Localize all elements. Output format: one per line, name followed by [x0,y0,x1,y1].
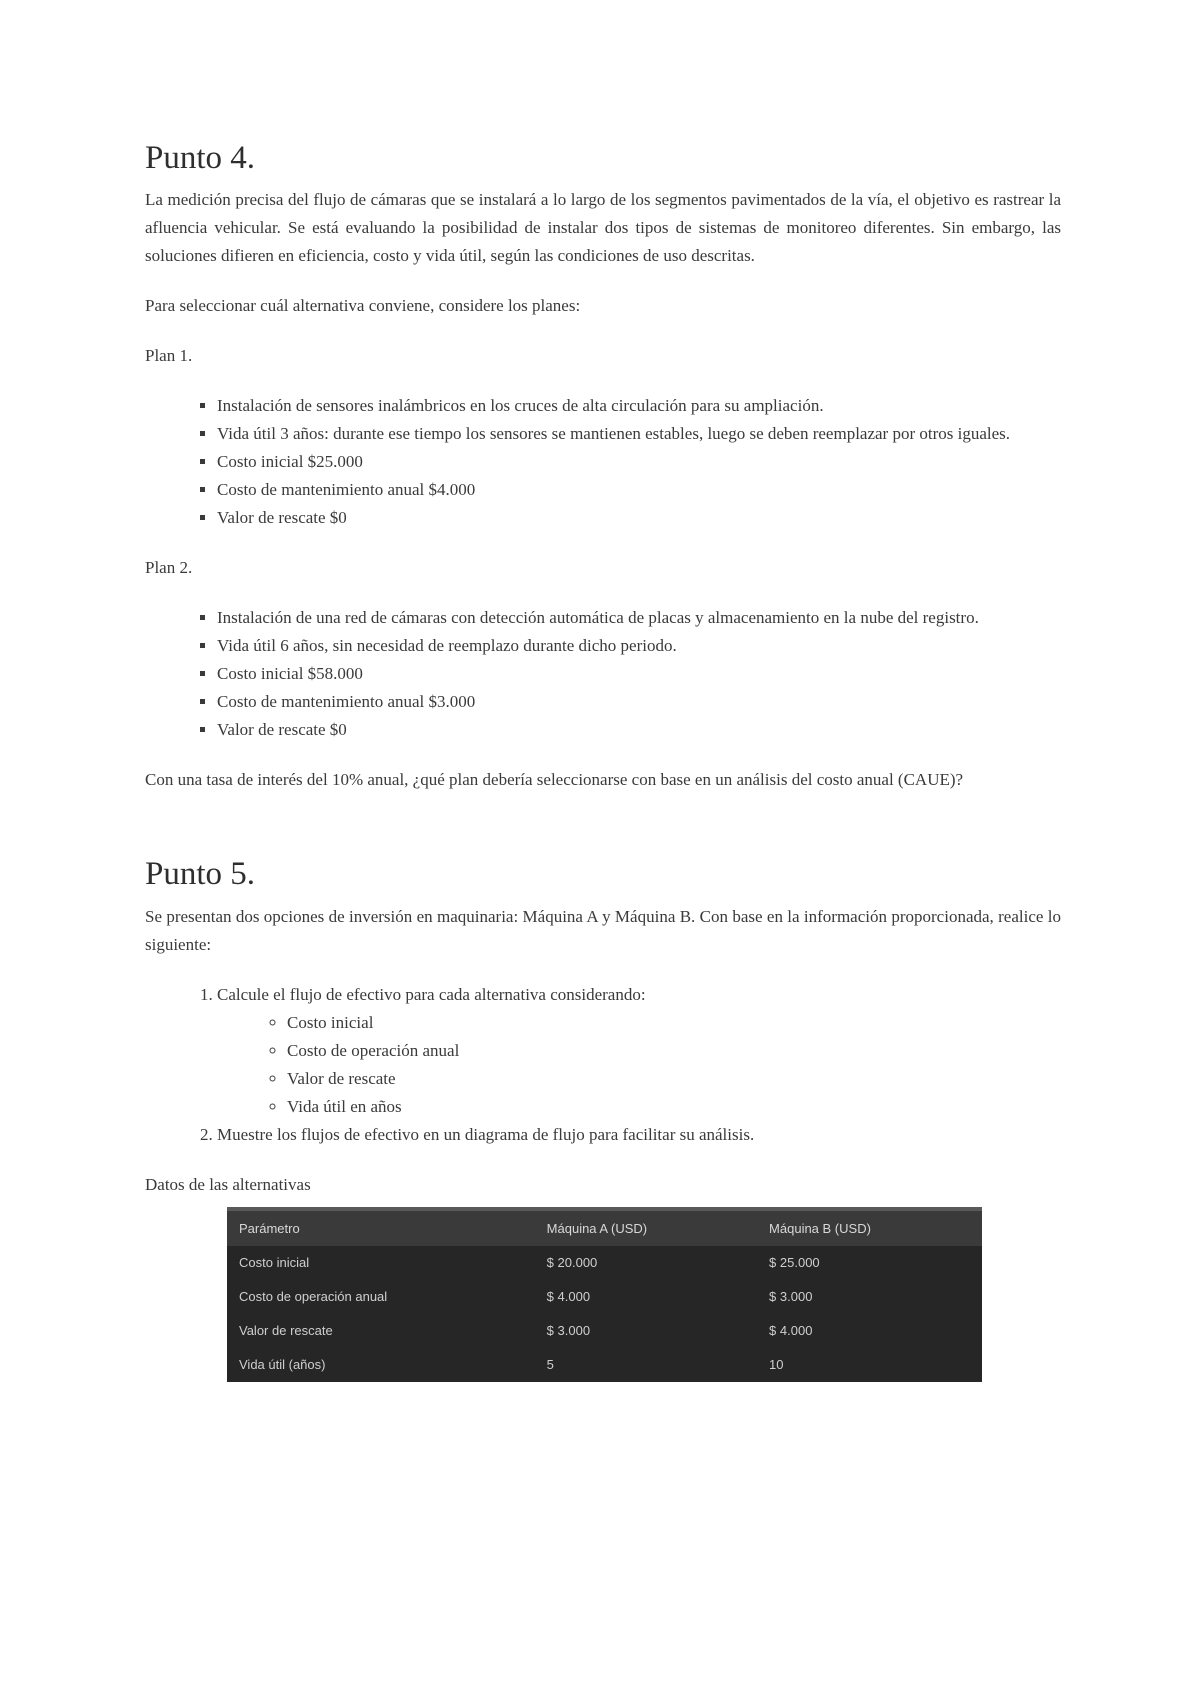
table-row [227,1348,982,1382]
step-item [217,1121,1061,1149]
table-row [227,1246,982,1280]
step-subitem: ◦ Costo de operación anual [287,1037,1061,1065]
table-row [227,1280,982,1314]
table-cell: 5 [546,1357,554,1373]
section-spacer [145,816,1061,856]
table-cell: Costo de operación anual [239,1289,388,1305]
table-caption: Datos de las alternativas [145,1174,311,1194]
section-5-steps [145,981,1061,1149]
plan-1-label: Plan 1. [145,346,193,366]
table-header-cell: Máquina B (USD) [757,1209,982,1246]
plan-1-item: ▪ Costo de mantenimiento anual $4.000 [217,476,1061,504]
table-cell: $ 4.000 [546,1289,591,1305]
plan-1-item: ▪ Costo inicial $25.000 [217,448,1061,476]
plan-2-item: ▪ Vida útil 6 años, sin necesidad de reemplazo durante dicho periodo. [217,632,1061,660]
plan-2-item: ▪ Costo inicial $58.000 [217,660,1061,688]
plan-1-item: ▪ Instalación de sensores inalámbricos en los cruces de alta circulación para su ampliación. [217,392,1061,420]
table-cell: $ 20.000 [546,1255,598,1271]
plan-2-label: Plan 2. [145,558,193,578]
section-5-heading: Punto 5. [145,856,256,893]
plan-2-item: ▪ Costo de mantenimiento anual $3.000 [217,688,1061,716]
step-text: Calcule el flujo de efectivo para cada alternativa considerando: [217,984,646,1004]
plan-1-item: ▪ Valor de rescate $0 [217,504,1061,532]
section-4-question-intro: Para seleccionar cuál alternativa conviene, considere los planes: [145,296,581,316]
plan-2-item: ▪ Valor de rescate $0 [217,716,1061,744]
table-cell: $ 3.000 [546,1323,591,1339]
table-header-row [227,1209,982,1246]
table-header-cell: Máquina A (USD) [535,1209,757,1246]
table-row [227,1314,982,1348]
table-cell: $ 4.000 [769,1323,813,1339]
plan-2-list [145,604,1061,744]
table-cell: Vida útil (años) [239,1357,326,1373]
step-item [217,981,1061,1121]
table-header-cell: Parámetro [227,1209,535,1246]
plan-2-item: ▪ Instalación de una red de cámaras con detección automática de placas y almacenamiento en la nube del registro. [217,604,1061,632]
table-cell: $ 25.000 [769,1255,820,1271]
alternatives-table [227,1207,982,1382]
step-text: Muestre los flujos de efectivo en un diagrama de flujo para facilitar su análisis. [217,1124,755,1144]
step-subitem: ◦ Vida útil en años [287,1093,1061,1121]
table-cell: Valor de rescate [239,1323,333,1339]
section-5-intro: Se presentan dos opciones de inversión en maquinaria: Máquina A y Máquina B. Con base en la información proporcionada, realice lo siguiente: [145,906,1061,954]
step-sublist [217,1009,1061,1121]
table-cell: Costo inicial [239,1255,310,1271]
section-4-closing-question: Con una tasa de interés del 10% anual, ¿qué plan debería seleccionarse con base en un análisis del costo anual (CAUE)? [145,770,964,790]
step-subitem: ◦ Valor de rescate [287,1065,1061,1093]
section-4-heading: Punto 4. [145,140,256,176]
plan-1-list [145,392,1061,532]
table-cell: $ 3.000 [769,1289,813,1305]
plan-1-item: ▪ Vida útil 3 años: durante ese tiempo los sensores se mantienen estables, luego se deben reemplazar por otros iguales. [217,420,1061,448]
step-subitem: ◦ Costo inicial [287,1009,1061,1037]
table-cell: 10 [769,1357,784,1373]
section-4-intro: La medición precisa del flujo de cámaras que se instalará a lo largo de los segmentos pavimentados de la vía, el objetivo es rastrear la afluencia vehicular. Se está evaluando la posibilidad de instalar dos tipos de sistemas de monitoreo diferentes. Sin embargo, las soluciones difieren en eficiencia, costo y vida útil, según las condiciones de uso descritas. [145,190,1061,266]
